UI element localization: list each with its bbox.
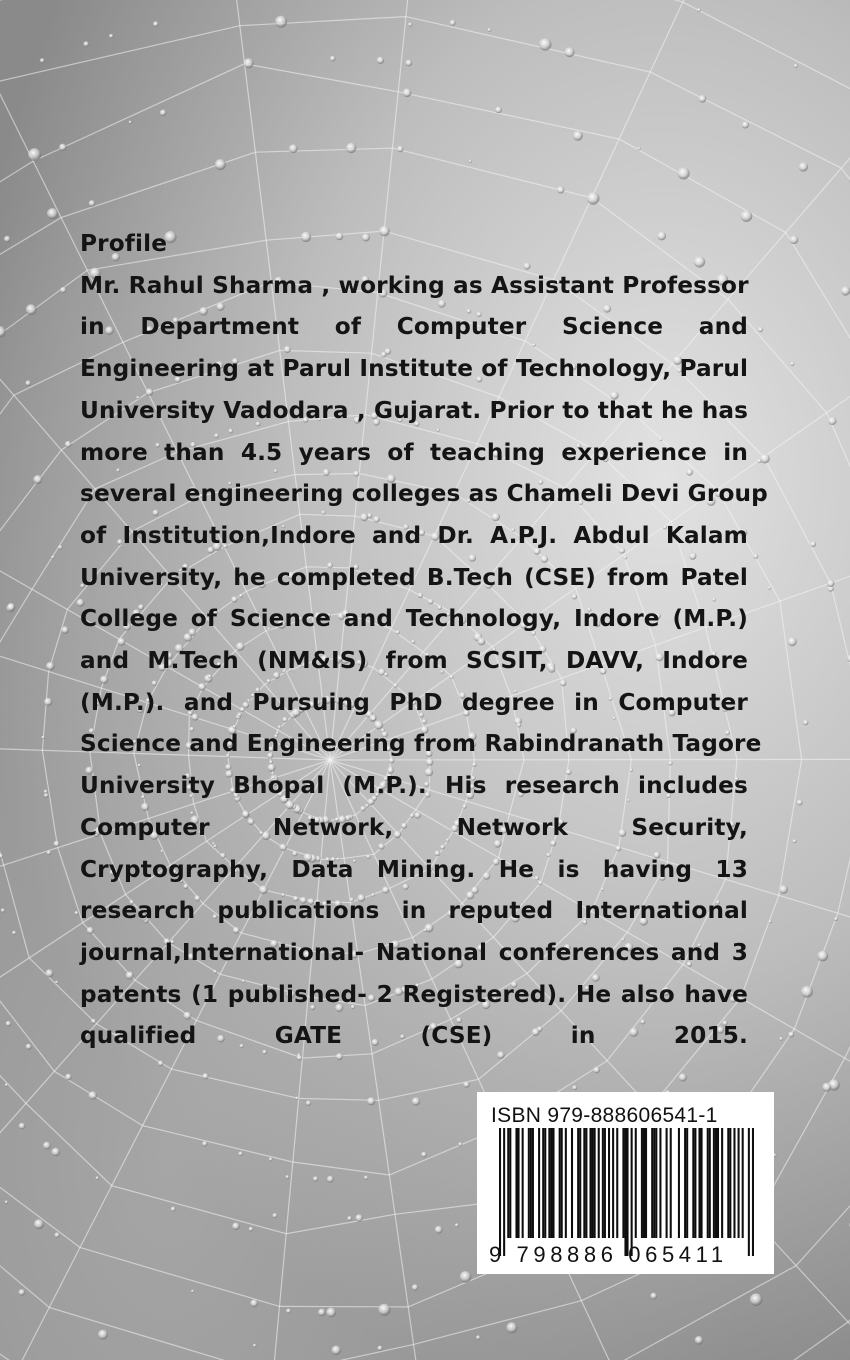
profile-line: College of Science and Technology, Indore (M.P.) bbox=[80, 605, 748, 633]
profile-line: Engineering at Parul Institute of Technology, Parul bbox=[80, 355, 749, 383]
profile-line: Science and Engineering from Rabindranath Tagore bbox=[80, 730, 762, 758]
profile-line: in Department of Computer Science and bbox=[80, 313, 748, 341]
profile-line: journal,International- National conferences and 3 bbox=[80, 938, 748, 966]
profile-line: more than 4.5 years of teaching experience in bbox=[80, 438, 748, 466]
isbn-label: ISBN 979-888606541-1 bbox=[491, 1104, 718, 1127]
profile-line: several engineering colleges as Chameli Devi Group bbox=[80, 480, 768, 508]
profile-line: Computer Network, Network Security, bbox=[80, 813, 748, 841]
profile-line: University Bhopal (M.P.). His research includes bbox=[80, 772, 748, 800]
profile-line: patents (1 published- 2 Registered). He also have bbox=[80, 980, 748, 1008]
profile-line: research publications in reputed International bbox=[80, 897, 748, 925]
barcode-digits: 9 798886 065411 bbox=[489, 1242, 728, 1267]
profile-line: University Vadodara , Gujarat. Prior to that he has bbox=[80, 396, 749, 424]
profile-line: Cryptography, Data Mining. He is having 13 bbox=[80, 855, 748, 883]
profile-heading: Profile bbox=[80, 230, 168, 257]
profile-line: and M.Tech (NM&IS) from SCSIT, DAVV, Indore bbox=[80, 647, 748, 675]
profile-line: University, he completed B.Tech (CSE) from Patel bbox=[80, 563, 748, 591]
profile-line: of Institution,Indore and Dr. A.P.J. Abdul Kalam bbox=[80, 521, 748, 549]
isbn-barcode bbox=[477, 1092, 774, 1274]
barcode-bars bbox=[499, 1128, 754, 1256]
profile-line: Mr. Rahul Sharma , working as Assistant Professor bbox=[80, 271, 749, 299]
author-profile bbox=[80, 223, 768, 1057]
profile-line: qualified GATE (CSE) in 2015. bbox=[80, 1022, 748, 1050]
profile-line: (M.P.). and Pursuing PhD degree in Computer bbox=[80, 688, 748, 716]
